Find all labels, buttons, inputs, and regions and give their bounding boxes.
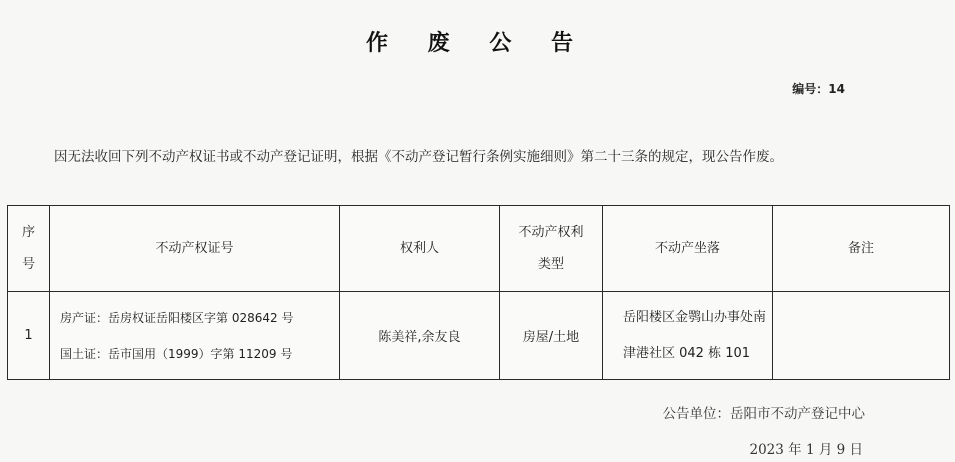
row-holder: 陈美祥,余友良 (340, 292, 500, 380)
header-remarks: 备注 (773, 206, 950, 292)
row-seq: 1 (8, 292, 50, 380)
row-location-line2: 津港社区 042 栋 101 (623, 345, 751, 361)
document-number: 编号：14 (792, 82, 845, 96)
page-title: 作 废 公 告 (366, 31, 589, 56)
row-cert-no (50, 292, 340, 380)
header-seq-line1: 序 (21, 224, 35, 240)
table-header-row (8, 206, 950, 292)
header-right-type (500, 206, 603, 292)
table-row (8, 292, 950, 380)
row-remarks (773, 292, 950, 380)
header-right-type-line1: 不动产权利 (518, 224, 584, 240)
header-right-type-line2: 类型 (537, 256, 564, 272)
row-cert-line-property: 房产证：岳房权证岳阳楼区字第 028642 号 (60, 310, 294, 325)
header-holder: 权利人 (340, 206, 500, 292)
intro-paragraph: 因无法收回下列不动产权证书或不动产登记证明，根据《不动产登记暂行条例实施细则》第二十三条的规定，现公告作废。 (54, 149, 783, 165)
row-right-type: 房屋/土地 (500, 292, 603, 380)
row-location-line1: 岳阳楼区金鹗山办事处南 (623, 309, 767, 325)
issuing-organization: 公告单位：岳阳市不动产登记中心 (662, 406, 865, 422)
row-location (603, 292, 773, 380)
void-certificate-table (7, 205, 950, 380)
issue-date: 2023 年 1 月 9 日 (749, 442, 863, 458)
row-cert-line-land: 国土证：岳市国用（1999）字第 11209 号 (60, 346, 293, 361)
header-cert-no: 不动产权证号 (50, 206, 340, 292)
header-seq-line2: 号 (21, 256, 35, 272)
header-location: 不动产坐落 (603, 206, 773, 292)
header-seq (8, 206, 50, 292)
